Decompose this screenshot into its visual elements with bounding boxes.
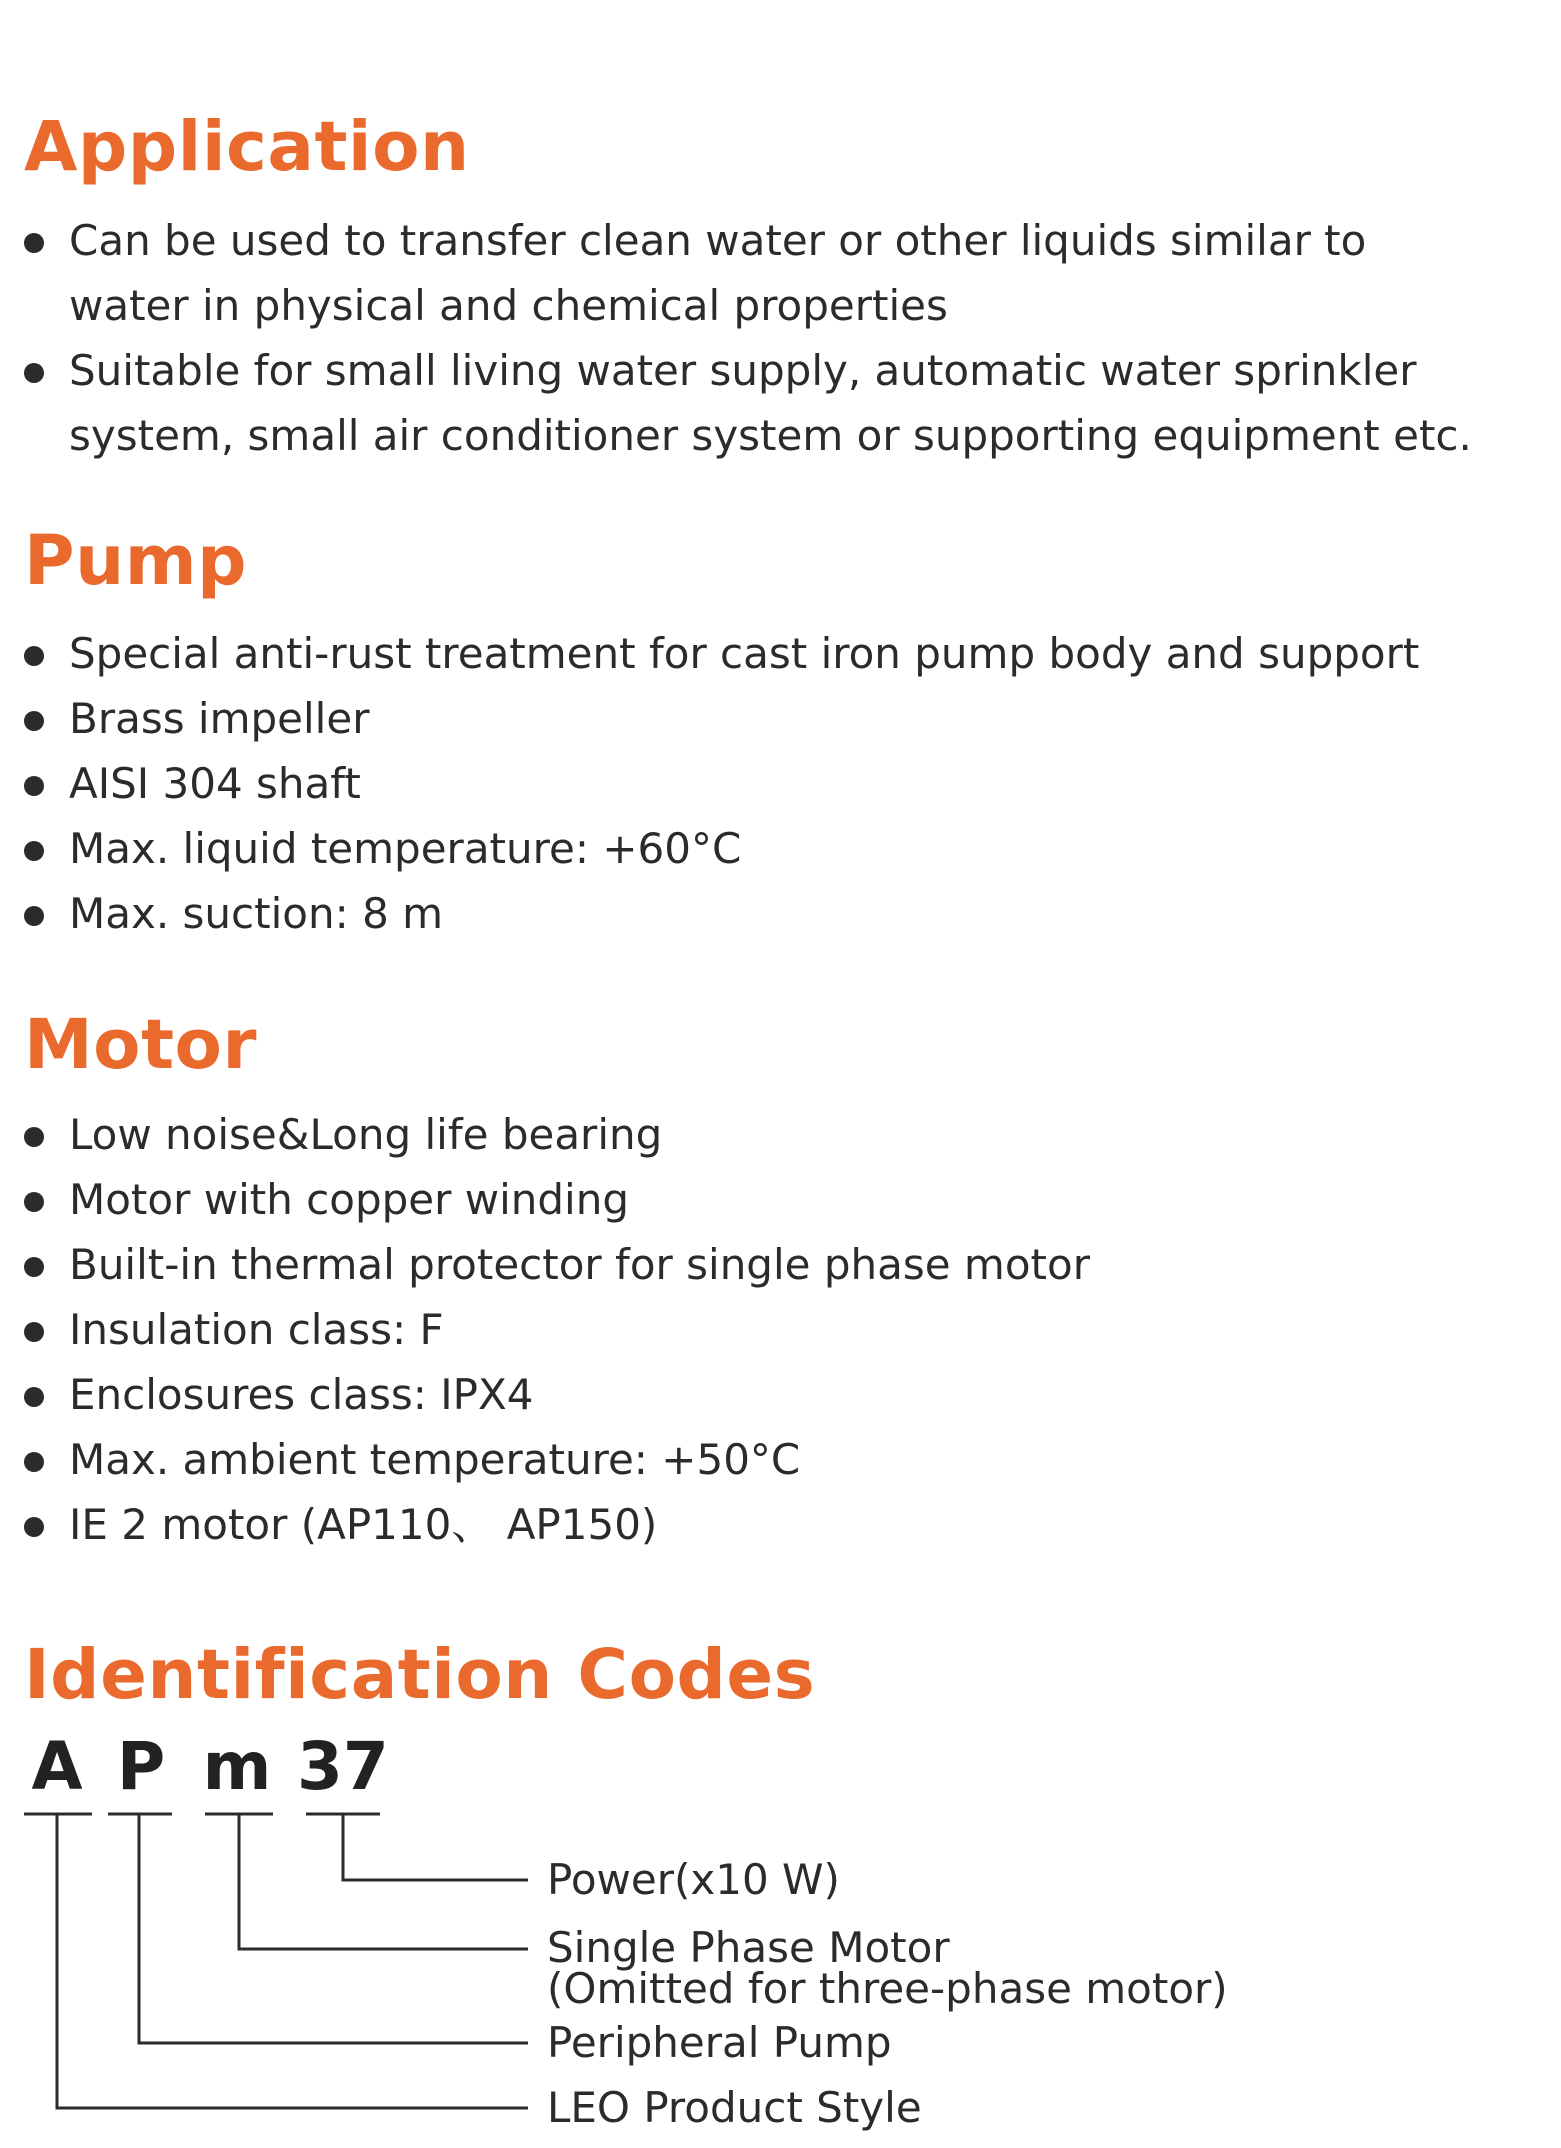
motor-item-text: Motor with copper winding (69, 1175, 629, 1224)
identification-heading: Identification Codes (24, 1635, 816, 1715)
code-desc-product-style: LEO Product Style (547, 2083, 922, 2132)
code-letter-p: P (116, 1728, 166, 1805)
motor-item-text: Insulation class: F (69, 1305, 444, 1354)
motor-item-text: Max. ambient temperature: +50°C (69, 1435, 801, 1484)
code-desc-peripheral-pump: Peripheral Pump (547, 2018, 892, 2067)
code-desc-single-phase: Single Phase Motor (547, 1923, 950, 1972)
code-desc-power: Power(x10 W) (547, 1855, 840, 1904)
code-letter-m: m (202, 1728, 272, 1805)
pump-heading: Pump (24, 521, 247, 601)
pump-item-text: Max. liquid temperature: +60°C (69, 824, 742, 873)
motor-item-text: Enclosures class: IPX4 (69, 1370, 534, 1419)
motor-item-text: IE 2 motor (AP110、 AP150) (69, 1500, 658, 1549)
motor-heading: Motor (24, 1005, 257, 1085)
pump-item-text: Brass impeller (69, 694, 370, 743)
application-heading: Application (24, 107, 470, 187)
application-item-line: Suitable for small living water supply, automatic water sprinkler (69, 346, 1417, 395)
pump-item-text: Special anti-rust treatment for cast iron pump body and support (69, 629, 1420, 678)
code-letter-power: 37 (297, 1728, 389, 1805)
application-item-line: system, small air conditioner system or supporting equipment etc. (69, 411, 1472, 460)
motor-item-text: Low noise&Long life bearing (69, 1110, 663, 1159)
pump-item-text: Max. suction: 8 m (69, 889, 444, 938)
code-desc-omitted-note: (Omitted for three-phase motor) (547, 1964, 1228, 2013)
code-letter-a: A (31, 1728, 83, 1805)
application-item-line: Can be used to transfer clean water or other liquids similar to (69, 216, 1367, 265)
motor-item-text: Built-in thermal protector for single phase motor (69, 1240, 1090, 1289)
pump-item-text: AISI 304 shaft (69, 759, 361, 808)
application-item-line: water in physical and chemical properties (69, 281, 948, 330)
